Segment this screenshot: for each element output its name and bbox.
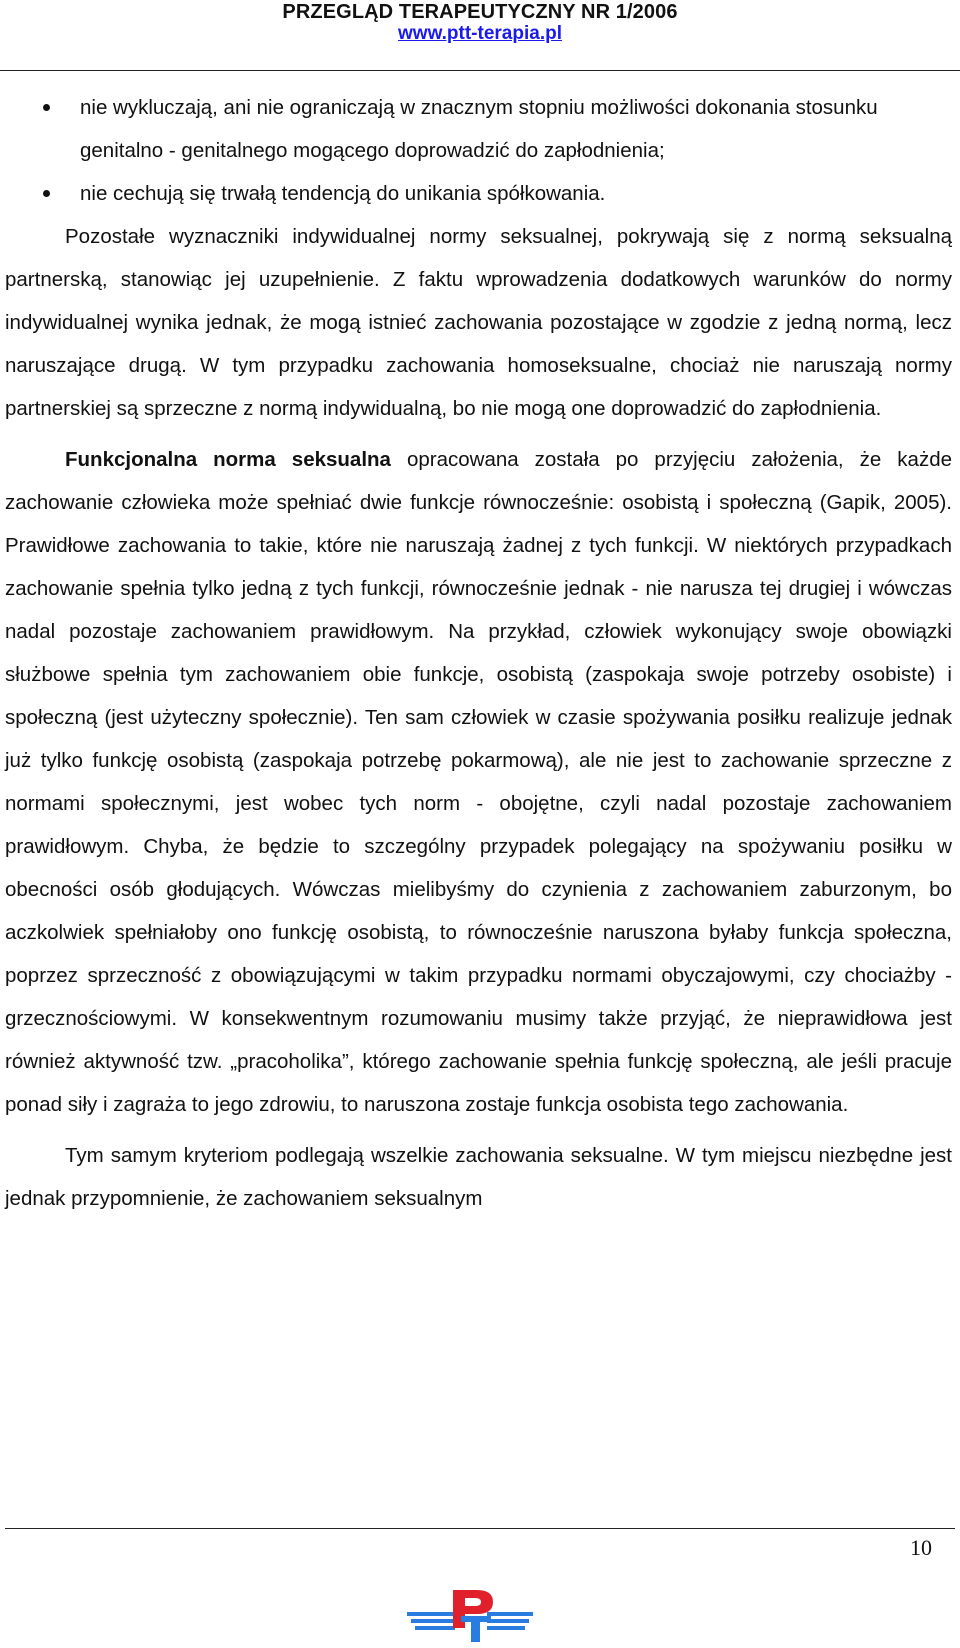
list-item — [5, 172, 952, 215]
list-item-text: nie cechują się trwałą tendencją do unikania spółkowania. — [80, 182, 606, 205]
bullet-icon — [43, 104, 50, 111]
header-divider — [0, 70, 960, 71]
page-header — [0, 0, 960, 44]
ptt-logo-icon — [405, 1588, 535, 1643]
list-item — [5, 86, 952, 172]
paragraph: Tym samym kryteriom podlegają wszelkie zachowania seksualne. W tym miejscu niezbędne jest jednak przypomnienie, że zachowaniem seksualnym — [5, 1144, 952, 1210]
ptt-logo — [405, 1588, 535, 1643]
paragraph-text: opracowana została po przyjęciu założenia, że każde zachowanie człowieka może spełniać dwie funkcje równocześnie: osobistą i społeczną (Gapik, 2005). Prawidłowe zachowania to takie, które nie naruszają żadnej z tych funkcji. W niektórych przypadkach zachowanie spełnia tylko jedną z tych funkcji, równocześnie jednak - nie narusza tej drugiej i wówczas nadal pozostaje zachowaniem prawidłowym. Na przykład, człowiek wykonujący swoje obowiązki służbowe spełnia tym zachowaniem obie funkcje, osobistą (zaspokaja swoje potrzeby osobiste) i społeczną (jest użyteczny społecznie). Ten sam człowiek w czasie spożywania posiłku realizuje jednak już tylko funkcję osobistą (zaspokaja potrzebę pokarmową), ale nie jest to zachowanie sprzeczne z normami społecznymi, jest wobec tych norm - obojętne, czyli nadal pozostaje zachowaniem prawidłowym. Chyba, że będzie to szczególny przypadek polegający na spożywaniu posiłku w obecności osób głodujących. Wówczas mielibyśmy do czynienia z zachowaniem zaburzonym, bo aczkolwiek spełniałoby ono funkcję osobistą, to równocześnie naruszona byłaby funkcja społeczna, poprzez sprzeczność z obowiązującymi w takim przypadku normami obyczajowymi, czy chociażby - grzecznościowymi. W konsekwentnym rozumowaniu musimy także przyjąć, że nieprawidłowa jest również aktywność tzw. „pracoholika”, którego zachowanie spełnia funkcję społeczną, ale jeśli pracuje ponad siły i zagraża to jego zdrowiu, to naruszona zostaje funkcja osobista tego zachowania. — [5, 448, 952, 1116]
paragraph: Pozostałe wyznaczniki indywidualnej normy seksualnej, pokrywają się z normą seksualną partnerską, stanowiąc jej uzupełnienie. Z faktu wprowadzenia dodatkowych warunków do normy indywidualnej wynika jednak, że mogą istnieć zachowania pozostające w zgodzie z jedną normą, lecz naruszające drugą. W tym przypadku zachowania homoseksualne, chociaż nie naruszają normy partnerskiej są sprzeczne z normą indywidualną, bo nie mogą one doprowadzić do zapłodnienia. — [5, 225, 952, 420]
journal-url-link[interactable]: www.ptt-terapia.pl — [398, 23, 562, 44]
criteria-list — [5, 86, 952, 215]
list-item-text: nie wykluczają, ani nie ograniczają w znacznym stopniu możliwości dokonania stosunku genitalno - genitalnego mogącego doprowadzić do zapłodnienia; — [80, 96, 878, 162]
article-body — [5, 86, 952, 1220]
page-number: 10 — [910, 1535, 932, 1560]
journal-title: PRZEGLĄD TERAPEUTYCZNY NR 1/2006 — [282, 1, 678, 23]
footer-divider — [5, 1528, 955, 1529]
paragraph — [5, 438, 952, 1126]
bold-term: Funkcjonalna norma seksualna — [65, 448, 391, 471]
bullet-icon — [43, 190, 50, 197]
